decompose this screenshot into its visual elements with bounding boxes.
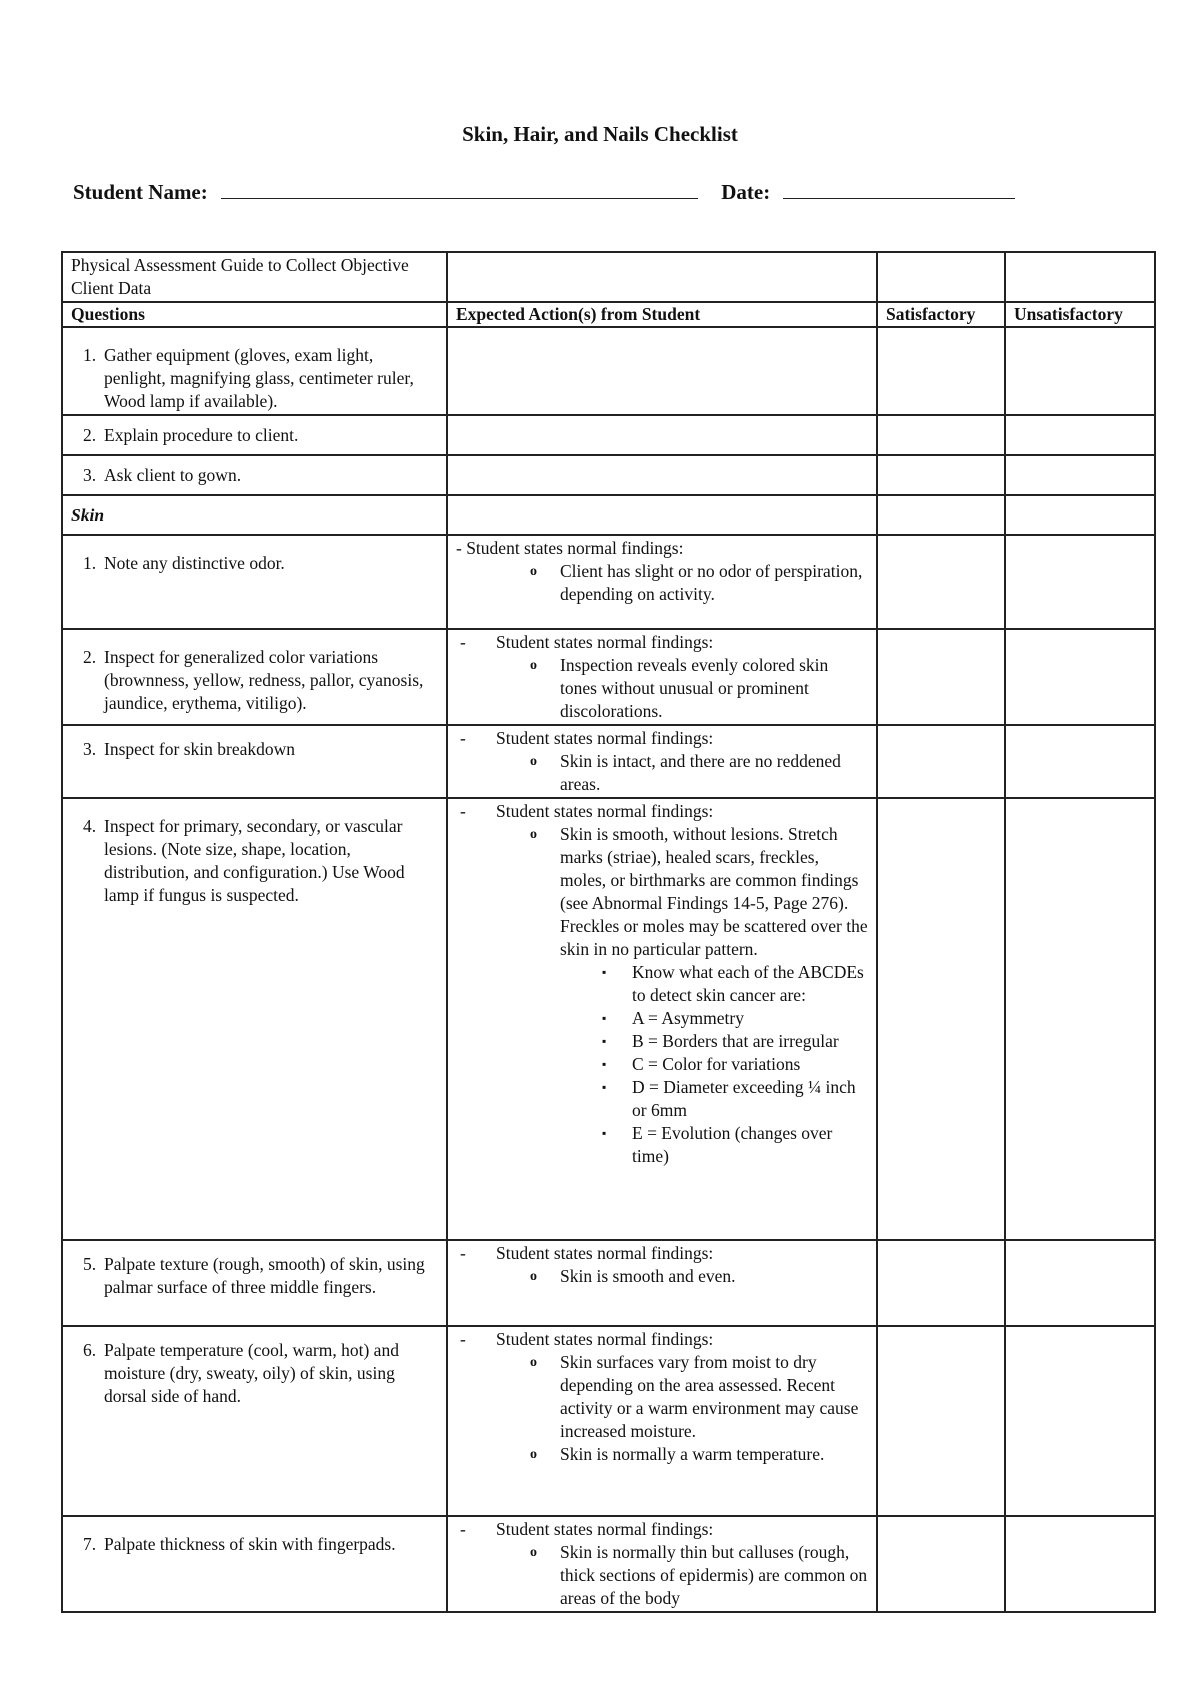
- guide-title-row: [62, 252, 1155, 302]
- table-row: 3. Inspect for skin breakdown - Student states normal findings: o Skin is intact, and there are no reddened areas.: [62, 725, 1155, 798]
- unsatisfactory-cell[interactable]: [1005, 798, 1155, 1240]
- table-row: 2. Inspect for generalized color variations (brownness, yellow, redness, pallor, cyanosis, jaundice, erythema, vitiligo). - Student states normal findings: o Inspection reveals evenly colored skin tones without unusual or prominent discolorations.: [62, 629, 1155, 725]
- header-expected: Expected Action(s) from Student: [447, 302, 877, 327]
- bullet-o: o: [530, 1447, 537, 1462]
- expected-item: Skin is normally thin but calluses (rough, thick sections of epidermis) are common on areas of the body: [560, 1542, 868, 1608]
- satisfactory-cell[interactable]: [877, 629, 1005, 725]
- guide-title: Physical Assessment Guide to Collect Objective Client Data: [62, 252, 447, 302]
- satisfactory-cell[interactable]: [877, 455, 1005, 495]
- expected-item: Skin surfaces vary from moist to dry depending on the area assessed. Recent activity or a warm environment may cause increased moisture.: [560, 1352, 859, 1441]
- bullet-o: o: [530, 1545, 537, 1560]
- abcde-item: C = Color for variations: [632, 1054, 801, 1074]
- satisfactory-cell[interactable]: [877, 1326, 1005, 1516]
- section-skin: Skin: [71, 504, 105, 525]
- expected-lead: Student states normal findings:: [496, 1243, 714, 1263]
- unsatisfactory-cell[interactable]: [1005, 1326, 1155, 1516]
- satisfactory-cell[interactable]: [877, 1240, 1005, 1326]
- abcde-item: Know what each of the ABCDEs to detect skin cancer are:: [632, 962, 864, 1005]
- header-satisfactory: Satisfactory: [877, 302, 1005, 327]
- unsatisfactory-cell[interactable]: [1005, 1516, 1155, 1612]
- bullet-o: o: [530, 1269, 537, 1284]
- expected-item: Skin is smooth and even.: [560, 1266, 736, 1286]
- table-row: 1. Note any distinctive odor. - Student states normal findings: o Client has slight or no odor of perspiration, depending on activity.: [62, 535, 1155, 629]
- bullet-o: o: [530, 564, 537, 579]
- expected-lead: Student states normal findings:: [496, 1329, 714, 1349]
- unsatisfactory-cell[interactable]: [1005, 629, 1155, 725]
- satisfactory-cell[interactable]: [877, 725, 1005, 798]
- question-text: Inspect for primary, secondary, or vascular lesions. (Note size, shape, location, distribution, and configuration.) Use Wood lamp if fungus is suspected.: [104, 816, 405, 905]
- question-text: Inspect for generalized color variations (brownness, yellow, redness, pallor, cyanosis, jaundice, erythema, vitiligo).: [104, 647, 424, 713]
- table-row: 2. Explain procedure to client.: [62, 415, 1155, 455]
- document-title: Skin, Hair, and Nails Checklist: [462, 122, 738, 146]
- expected-item: Client has slight or no odor of perspiration, depending on activity.: [560, 561, 863, 604]
- square-bullet: ▪: [602, 1011, 607, 1025]
- student-info-row: [73, 180, 1015, 205]
- expected-lead: Student states normal findings:: [496, 728, 714, 748]
- question-text: Inspect for skin breakdown: [104, 739, 295, 759]
- abcde-item: E = Evolution (changes over time): [632, 1123, 833, 1166]
- satisfactory-cell[interactable]: [877, 535, 1005, 629]
- unsatisfactory-cell[interactable]: [1005, 415, 1155, 455]
- expected-lead: Student states normal findings:: [496, 632, 714, 652]
- expected-item: Inspection reveals evenly colored skin tones without unusual or prominent discolorations.: [560, 655, 829, 721]
- abcde-item: D = Diameter exceeding ¼ inch or 6mm: [632, 1077, 856, 1120]
- square-bullet: ▪: [602, 1057, 607, 1071]
- unsatisfactory-cell[interactable]: [1005, 327, 1155, 415]
- unsatisfactory-cell[interactable]: [1005, 1240, 1155, 1326]
- square-bullet: ▪: [602, 1034, 607, 1048]
- date-label: Date:: [721, 180, 771, 204]
- expected-lead: Student states normal findings:: [496, 801, 714, 821]
- table-row: 4. Inspect for primary, secondary, or vascular lesions. (Note size, shape, location, distribution, and configuration.) Use Wood lamp if fungus is suspected. - Student states normal findings: o Skin is smooth, without lesions. Stretch marks (striae), healed scars, freckles, moles, or birthmarks are common findings (see Abnormal Findings 14-5, Page 276). Freckles or moles may be scattered over the skin in no particular pattern. ▪ Know what each of the ABCDEs to detect skin cancer are: ▪ A = Asymmetry ▪ B = Borders that are irregular ▪ C = Color for variations ▪ D = Diameter exceeding ¼ inch or 6mm ▪ E = Evolution (changes over time): [62, 798, 1155, 1240]
- table-row: 3. Ask client to gown.: [62, 455, 1155, 495]
- question-text: Note any distinctive odor.: [104, 553, 285, 573]
- expected-lead: - Student states normal findings:: [456, 538, 684, 558]
- table-row: 5. Palpate texture (rough, smooth) of skin, using palmar surface of three middle fingers. - Student states normal findings: o Skin is smooth and even.: [62, 1240, 1155, 1326]
- question-text: Gather equipment (gloves, exam light, penlight, magnifying glass, centimeter ruler, Wood lamp if available).: [104, 345, 414, 411]
- expected-item: Skin is smooth, without lesions. Stretch marks (striae), healed scars, freckles, moles, or birthmarks are common findings (see Abnormal Findings 14-5, Page 276). Freckles or moles may be scattered over the skin in no particular pattern.: [560, 824, 868, 959]
- bullet-o: o: [530, 754, 537, 769]
- header-questions: Questions: [62, 302, 447, 327]
- bullet-o: o: [530, 658, 537, 673]
- section-row: [62, 495, 1155, 535]
- table-row: 1. Gather equipment (gloves, exam light, penlight, magnifying glass, centimeter ruler, Wood lamp if available).: [62, 327, 1155, 415]
- unsatisfactory-cell[interactable]: [1005, 455, 1155, 495]
- bullet-o: o: [530, 827, 537, 842]
- satisfactory-cell[interactable]: [877, 798, 1005, 1240]
- question-text: Palpate texture (rough, smooth) of skin, using palmar surface of three middle fingers.: [104, 1254, 425, 1297]
- expected-lead: Student states normal findings:: [496, 1519, 714, 1539]
- question-text: Ask client to gown.: [104, 464, 242, 485]
- checklist-table: [61, 251, 1156, 1613]
- header-unsatisfactory: Unsatisfactory: [1005, 302, 1155, 327]
- question-text: Palpate thickness of skin with fingerpads.: [104, 1534, 396, 1554]
- table-row: 7. Palpate thickness of skin with fingerpads. - Student states normal findings: o Skin is normally thin but calluses (rough, thick sections of epidermis) are common on areas of the body: [62, 1516, 1155, 1612]
- satisfactory-cell[interactable]: [877, 327, 1005, 415]
- square-bullet: ▪: [602, 1080, 607, 1094]
- satisfactory-cell[interactable]: [877, 1516, 1005, 1612]
- question-text: Explain procedure to client.: [104, 424, 299, 445]
- expected-item: Skin is intact, and there are no reddened areas.: [560, 751, 841, 794]
- date-line[interactable]: [783, 180, 1015, 199]
- square-bullet: ▪: [602, 965, 607, 979]
- square-bullet: ▪: [602, 1126, 607, 1140]
- abcde-item: A = Asymmetry: [632, 1008, 744, 1028]
- table-row: 6. Palpate temperature (cool, warm, hot) and moisture (dry, sweaty, oily) of skin, using dorsal side of hand. - Student states normal findings: o Skin surfaces vary from moist to dry depending on the area assessed. Recent activity or a warm environment may cause increased moisture. o Skin is normally a warm temperature.: [62, 1326, 1155, 1516]
- unsatisfactory-cell[interactable]: [1005, 725, 1155, 798]
- student-name-label: Student Name:: [73, 180, 208, 204]
- satisfactory-cell[interactable]: [877, 415, 1005, 455]
- bullet-o: o: [530, 1355, 537, 1370]
- abcde-item: B = Borders that are irregular: [632, 1031, 839, 1051]
- expected-item: Skin is normally a warm temperature.: [560, 1444, 825, 1464]
- question-text: Palpate temperature (cool, warm, hot) and moisture (dry, sweaty, oily) of skin, using dorsal side of hand.: [104, 1340, 399, 1406]
- unsatisfactory-cell[interactable]: [1005, 535, 1155, 629]
- student-name-line[interactable]: [221, 180, 698, 199]
- header-row: [62, 302, 1155, 327]
